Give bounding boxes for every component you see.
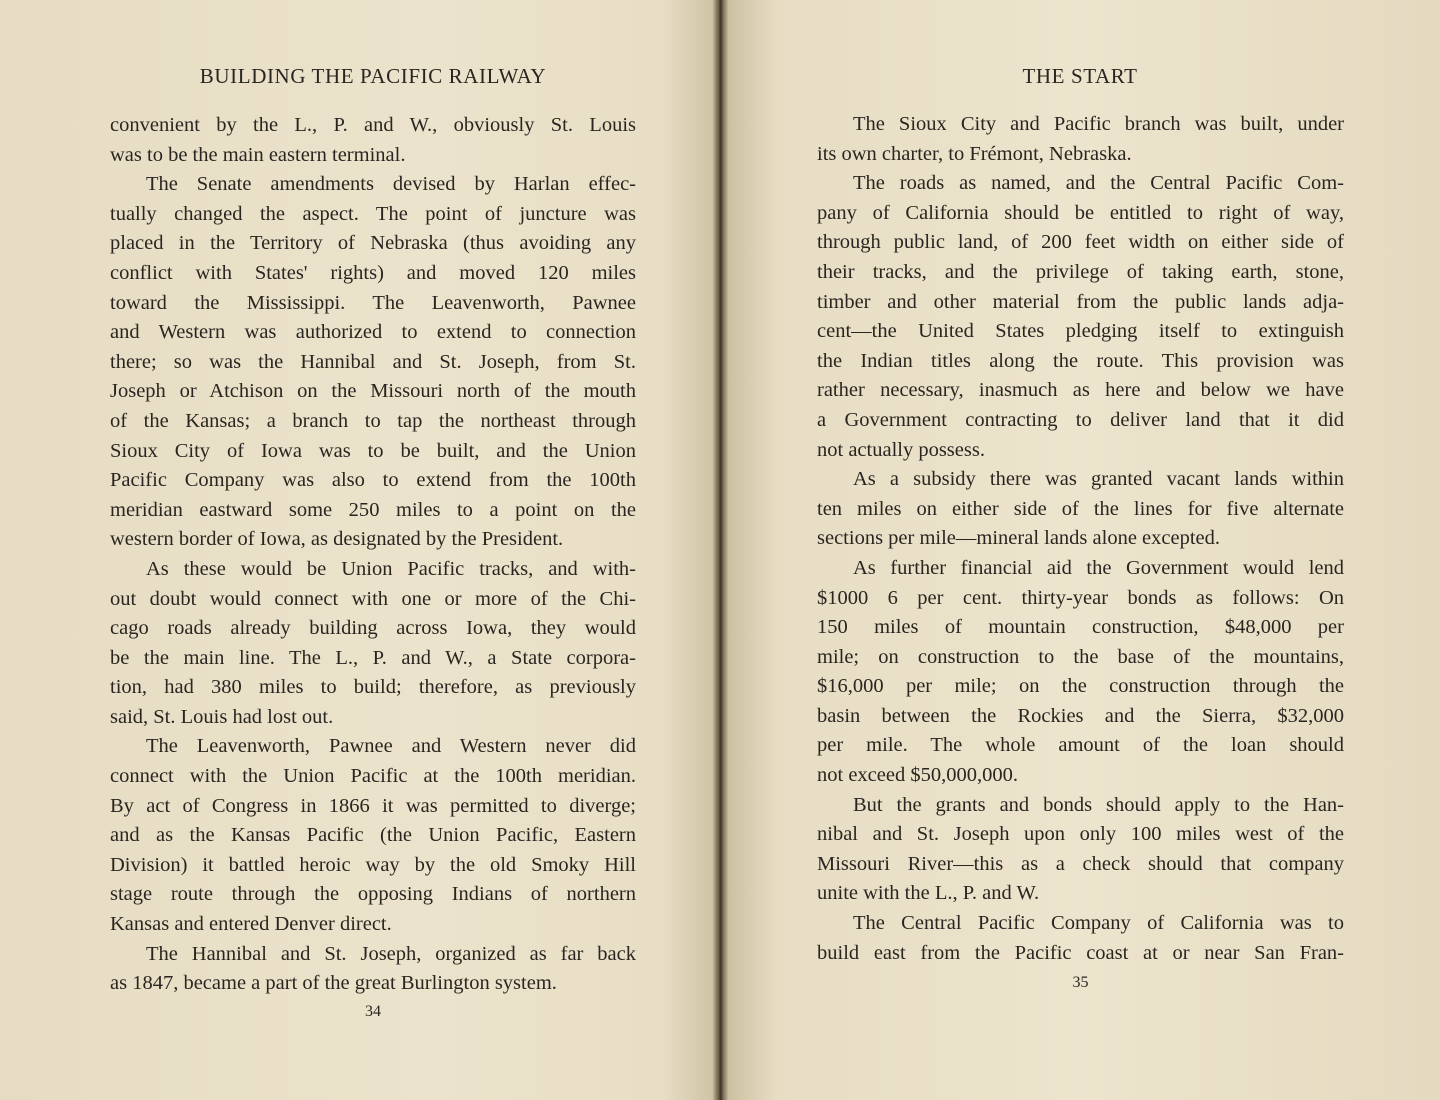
text-line: Division) it battled heroic way by the old Smoky Hill <box>110 853 636 876</box>
text-line: Sioux City of Iowa was to be built, and the Union <box>110 439 636 462</box>
text-line: there; so was the Hannibal and St. Joseph, from St. <box>110 350 636 373</box>
text-line: Kansas and entered Denver direct. <box>110 913 392 936</box>
left-page-body <box>110 111 636 999</box>
text-line: be the main line. The L., P. and W., a State corpora- <box>110 646 636 669</box>
text-line: As further financial aid the Government would lend <box>853 556 1344 579</box>
text-line: of the Kansas; a branch to tap the northeast through <box>110 409 636 432</box>
text-line: As a subsidy there was granted vacant lands within <box>853 468 1344 491</box>
text-line: The Sioux City and Pacific branch was built, under <box>853 113 1344 135</box>
running-head-left: BUILDING THE PACIFIC RAILWAY <box>199 64 547 88</box>
text-line: ten miles on either side of the lines for five alternate <box>817 497 1344 520</box>
text-line: cago roads already building across Iowa, they would <box>110 617 636 640</box>
text-line: out doubt would connect with one or more of the Chi- <box>110 587 636 610</box>
text-line: Pacific Company was also to extend from the 100th <box>110 469 636 492</box>
text-line: tion, had 380 miles to build; therefore, as previously <box>110 676 636 699</box>
text-line: build east from the Pacific coast at or near San Fran- <box>817 941 1344 964</box>
text-line: The Central Pacific Company of California was to <box>853 912 1344 935</box>
text-line: The Hannibal and St. Joseph, organized as far back <box>146 942 636 965</box>
text-line: their tracks, and the privilege of taking earth, stone, <box>817 260 1344 283</box>
text-line: said, St. Louis had lost out. <box>110 705 334 728</box>
text-line: But the grants and bonds should apply to the Han- <box>853 793 1344 816</box>
text-line: placed in the Territory of Nebraska (thus avoiding any <box>110 232 636 255</box>
text-line: Missouri River—this as a check should that company <box>817 852 1344 875</box>
text-line: through public land, of 200 feet width on either side of <box>817 231 1344 254</box>
text-line: pany of California should be entitled to right of way, <box>817 201 1344 224</box>
page-number-left: 34 <box>365 1003 381 1020</box>
text-line: stage route through the opposing Indians of northern <box>110 883 636 906</box>
text-line: $1000 6 per cent. thirty-year bonds as follows: On <box>817 586 1344 609</box>
text-line: a Government contracting to deliver land that it did <box>817 408 1344 431</box>
text-line: Joseph or Atchison on the Missouri north of the mouth <box>110 380 636 403</box>
text-line: and Western was authorized to extend to connection <box>110 321 636 344</box>
text-line: convenient by the L., P. and W., obviously St. Louis <box>110 114 636 136</box>
text-line: western border of Iowa, as designated by the President. <box>110 528 564 551</box>
text-line: $16,000 per mile; on the construction through the <box>817 675 1344 698</box>
text-line: nibal and St. Joseph upon only 100 miles west of the <box>817 823 1344 846</box>
text-line: The roads as named, and the Central Pacific Com- <box>853 172 1344 195</box>
text-line: connect with the Union Pacific at the 100th meridian. <box>110 765 636 788</box>
text-line: conflict with States' rights) and moved 120 miles <box>110 261 636 284</box>
text-line: 150 miles of mountain construction, $48,000 per <box>817 616 1344 639</box>
text-line: mile; on construction to the base of the mountains, <box>817 645 1344 668</box>
text-line: As these would be Union Pacific tracks, and with- <box>146 557 636 580</box>
text-line: rather necessary, inasmuch as here and below we have <box>817 379 1344 402</box>
right-page <box>720 0 1440 1100</box>
text-line: By act of Congress in 1866 it was permitted to diverge; <box>110 794 636 817</box>
text-line: sections per mile—mineral lands alone excepted. <box>817 527 1221 550</box>
text-line: per mile. The whole amount of the loan should <box>817 734 1344 757</box>
text-line: meridian eastward some 250 miles to a point on the <box>110 498 636 521</box>
text-line: The Leavenworth, Pawnee and Western never did <box>146 735 636 758</box>
right-page-body <box>817 110 1344 968</box>
text-line: basin between the Rockies and the Sierra, $32,000 <box>817 704 1344 727</box>
text-line: unite with the L., P. and W. <box>817 882 1040 905</box>
text-line: timber and other material from the public lands adja- <box>817 290 1344 313</box>
text-line: the Indian titles along the route. This provision was <box>817 349 1344 372</box>
text-line: and as the Kansas Pacific (the Union Pacific, Eastern <box>110 824 636 847</box>
page-number-right: 35 <box>1072 974 1089 991</box>
text-line: as 1847, became a part of the great Burlington system. <box>110 972 557 995</box>
text-line: not actually possess. <box>817 438 985 461</box>
text-line: cent—the United States pledging itself to extinguish <box>817 320 1344 343</box>
text-line: was to be the main eastern terminal. <box>110 143 406 166</box>
text-line: not exceed $50,000,000. <box>817 764 1018 787</box>
text-line: The Senate amendments devised by Harlan effec- <box>146 173 636 196</box>
running-head-right: THE START <box>1022 64 1138 88</box>
text-line: toward the Mississippi. The Leavenworth, Pawnee <box>110 291 636 314</box>
text-line: tually changed the aspect. The point of juncture was <box>110 202 636 225</box>
text-line: its own charter, to Frémont, Nebraska. <box>817 142 1132 165</box>
book-gutter <box>712 0 728 1100</box>
